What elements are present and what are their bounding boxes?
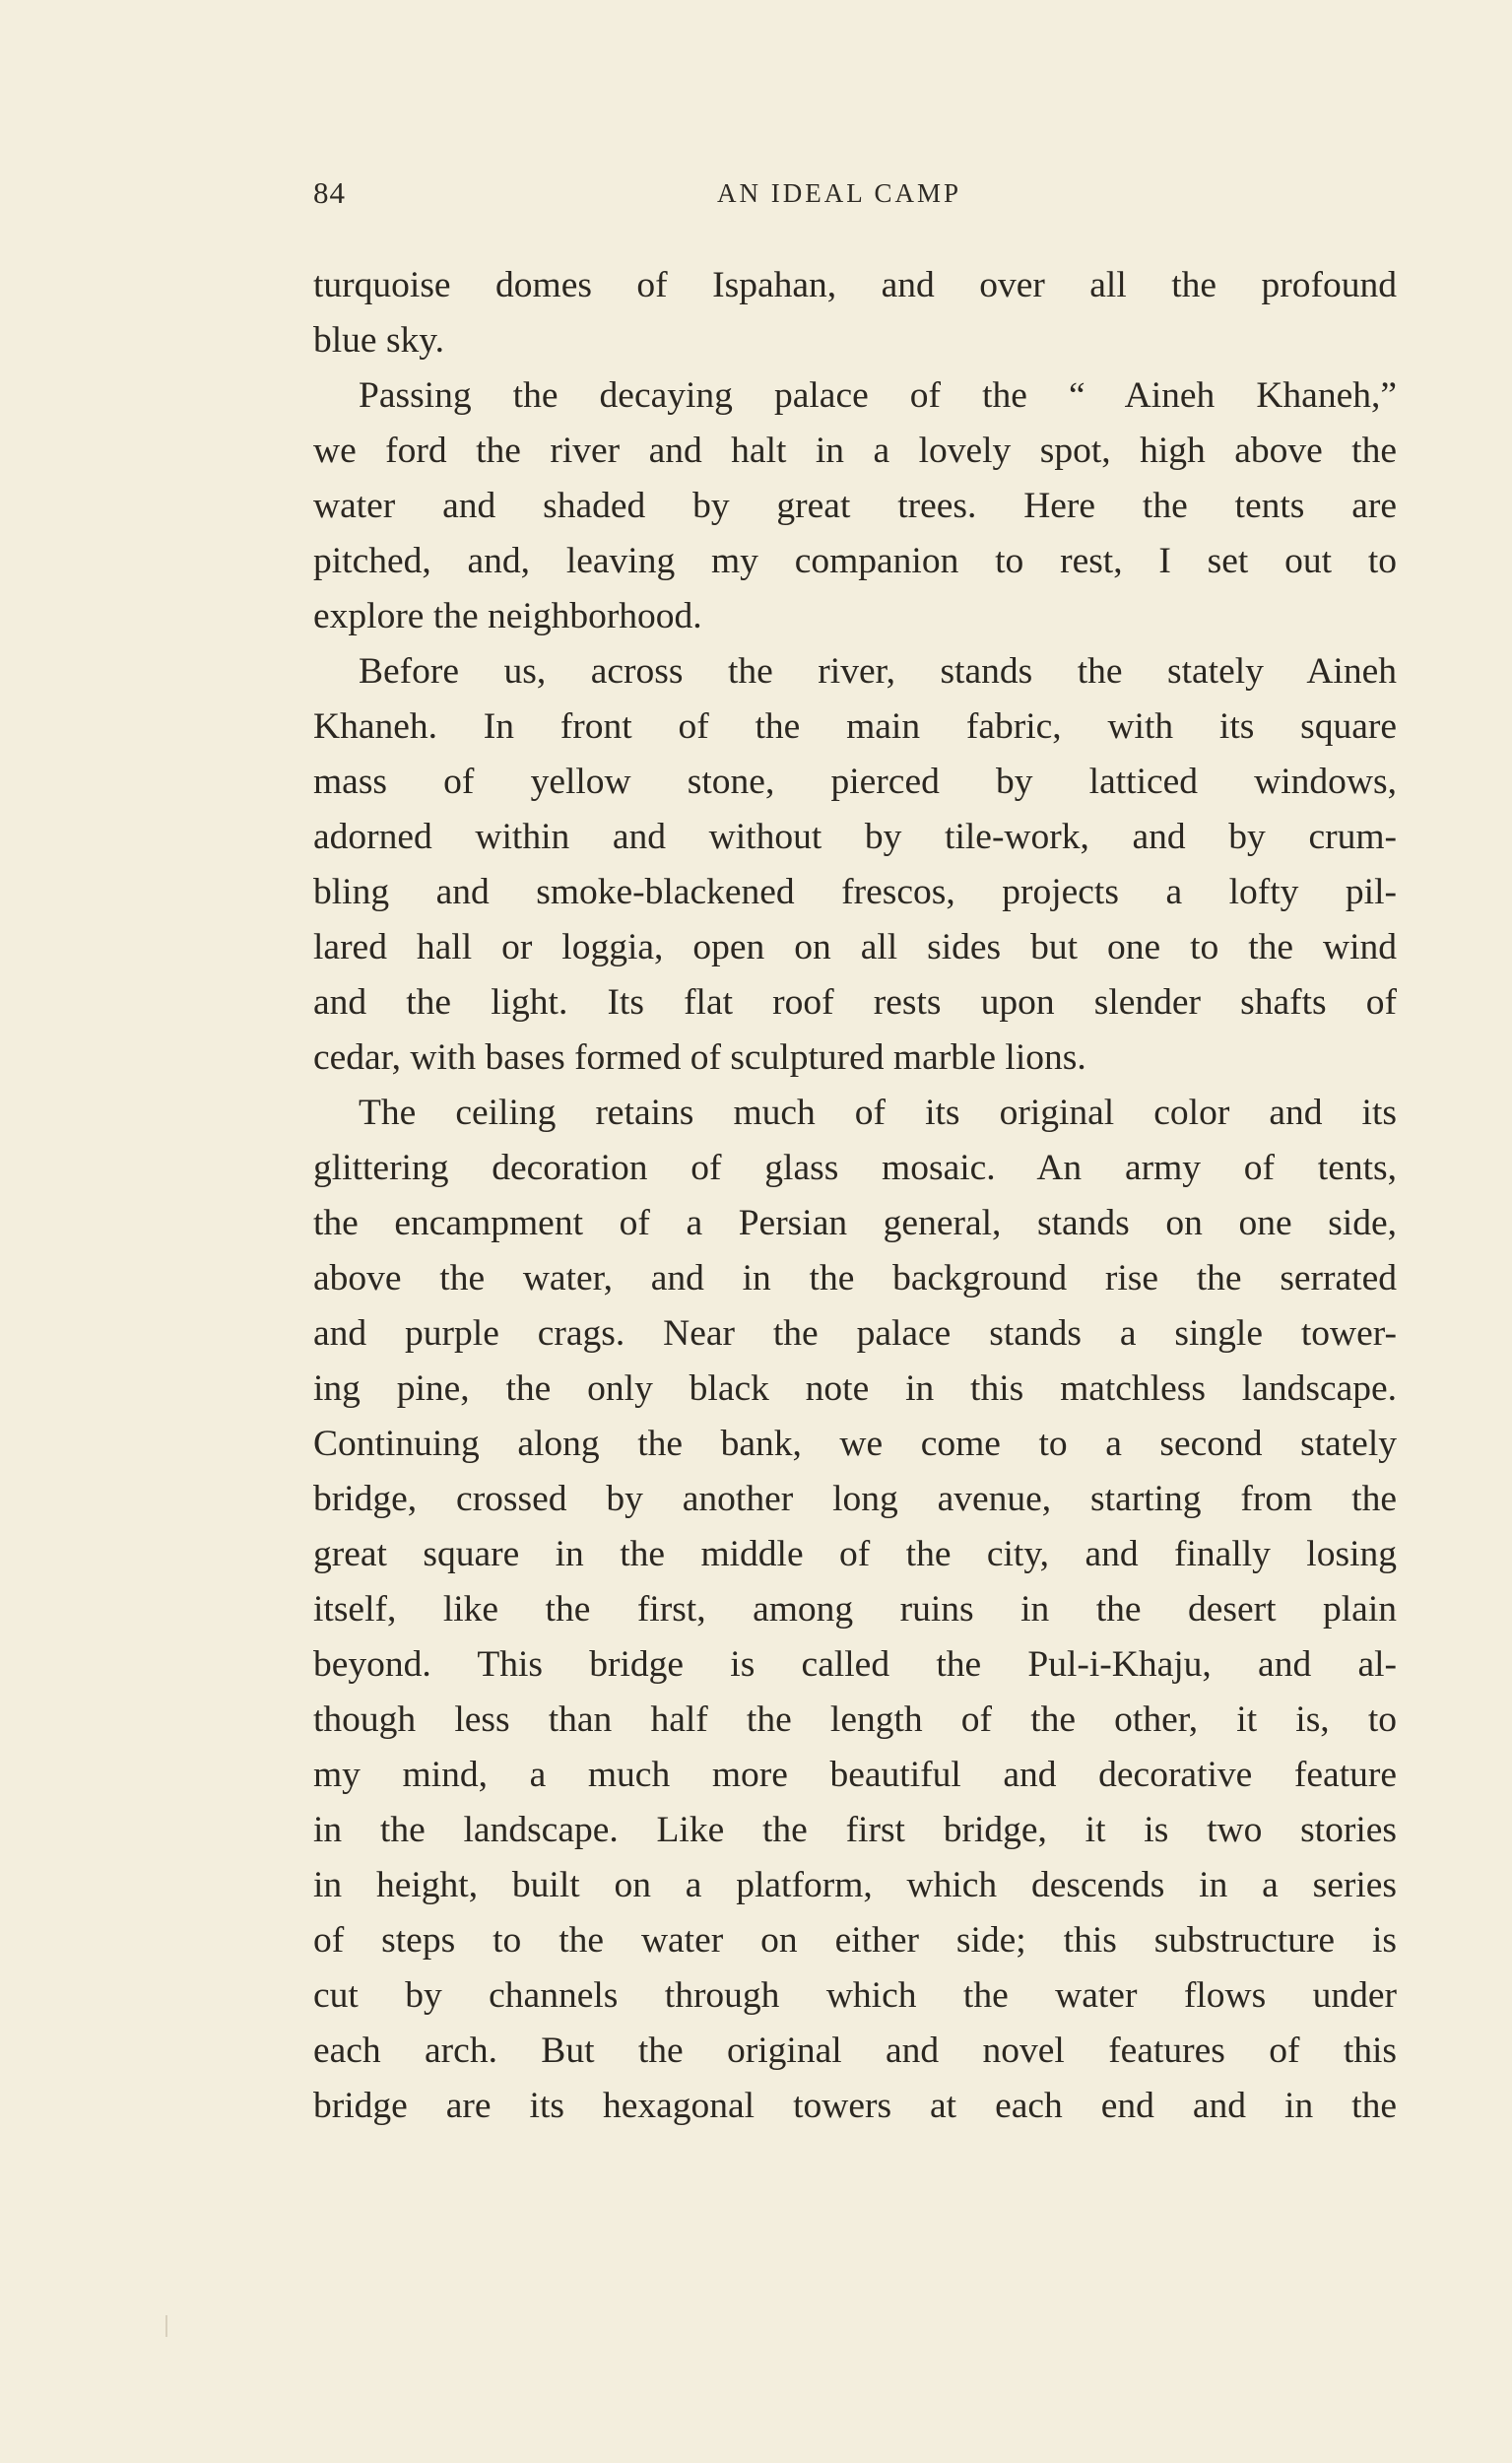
text-line: blue sky. <box>313 320 444 361</box>
text-line: Khaneh. In front of the main fabric, with its square <box>313 706 1397 747</box>
text-line: mass of yellow stone, pierced by latticed windows, <box>313 762 1397 802</box>
page-number: 84 <box>313 175 346 210</box>
text-line: cut by channels through which the water flows under <box>313 1975 1397 2016</box>
text-line: though less than half the length of the other, it is, to <box>313 1699 1397 1740</box>
text-line: beyond. This bridge is called the Pul-i-Khaju, and al- <box>313 1644 1397 1685</box>
text-line: in height, built on a platform, which descends in a series <box>313 1865 1397 1905</box>
text-line: above the water, and in the background rise the serrated <box>313 1258 1397 1298</box>
text-line: glittering decoration of glass mosaic. An army of tents, <box>313 1148 1397 1188</box>
text-line: and the light. Its flat roof rests upon slender shafts of <box>313 982 1397 1023</box>
running-title: AN IDEAL CAMP <box>717 178 961 208</box>
text-line: Continuing along the bank, we come to a second stately <box>313 1424 1397 1464</box>
text-line: The ceiling retains much of its original color and its <box>359 1093 1397 1133</box>
text-line: my mind, a much more beautiful and decorative feature <box>313 1755 1397 1795</box>
text-line: we ford the river and halt in a lovely spot, high above the <box>313 431 1397 471</box>
text-line: bridge are its hexagonal towers at each end and in the <box>313 2086 1397 2126</box>
text-line: each arch. But the original and novel features of this <box>313 2030 1397 2071</box>
text-line: bridge, crossed by another long avenue, starting from the <box>313 1479 1397 1519</box>
text-line: cedar, with bases formed of sculptured marble lions. <box>313 1037 1086 1078</box>
text-line: great square in the middle of the city, and finally losing <box>313 1534 1397 1574</box>
text-line: water and shaded by great trees. Here the tents are <box>313 486 1397 526</box>
text-line: lared hall or loggia, open on all sides but one to the wind <box>313 927 1397 967</box>
text-line: Passing the decaying palace of the “ Aineh Khaneh,” <box>359 375 1397 416</box>
text-line: bling and smoke-blackened frescos, projects a lofty pil- <box>313 872 1397 912</box>
text-line: in the landscape. Like the first bridge, it is two stories <box>313 1810 1397 1850</box>
text-line: turquoise domes of Ispahan, and over all the profound <box>313 265 1397 305</box>
text-line: the encampment of a Persian general, stands on one side, <box>313 1203 1397 1243</box>
paper-blemish <box>165 2315 167 2337</box>
text-line: Before us, across the river, stands the stately Aineh <box>359 651 1397 692</box>
text-line: itself, like the first, among ruins in the desert plain <box>313 1589 1397 1630</box>
text-line: of steps to the water on either side; this substructure is <box>313 1920 1397 1961</box>
running-head <box>313 175 1397 223</box>
text-line: ing pine, the only black note in this matchless landscape. <box>313 1368 1397 1409</box>
body-text <box>313 258 1397 2134</box>
text-line: adorned within and without by tile-work, and by crum- <box>313 817 1397 857</box>
text-line: and purple crags. Near the palace stands a single tower- <box>313 1313 1397 1354</box>
text-line: explore the neighborhood. <box>313 596 702 636</box>
text-line: pitched, and, leaving my companion to rest, I set out to <box>313 541 1397 581</box>
